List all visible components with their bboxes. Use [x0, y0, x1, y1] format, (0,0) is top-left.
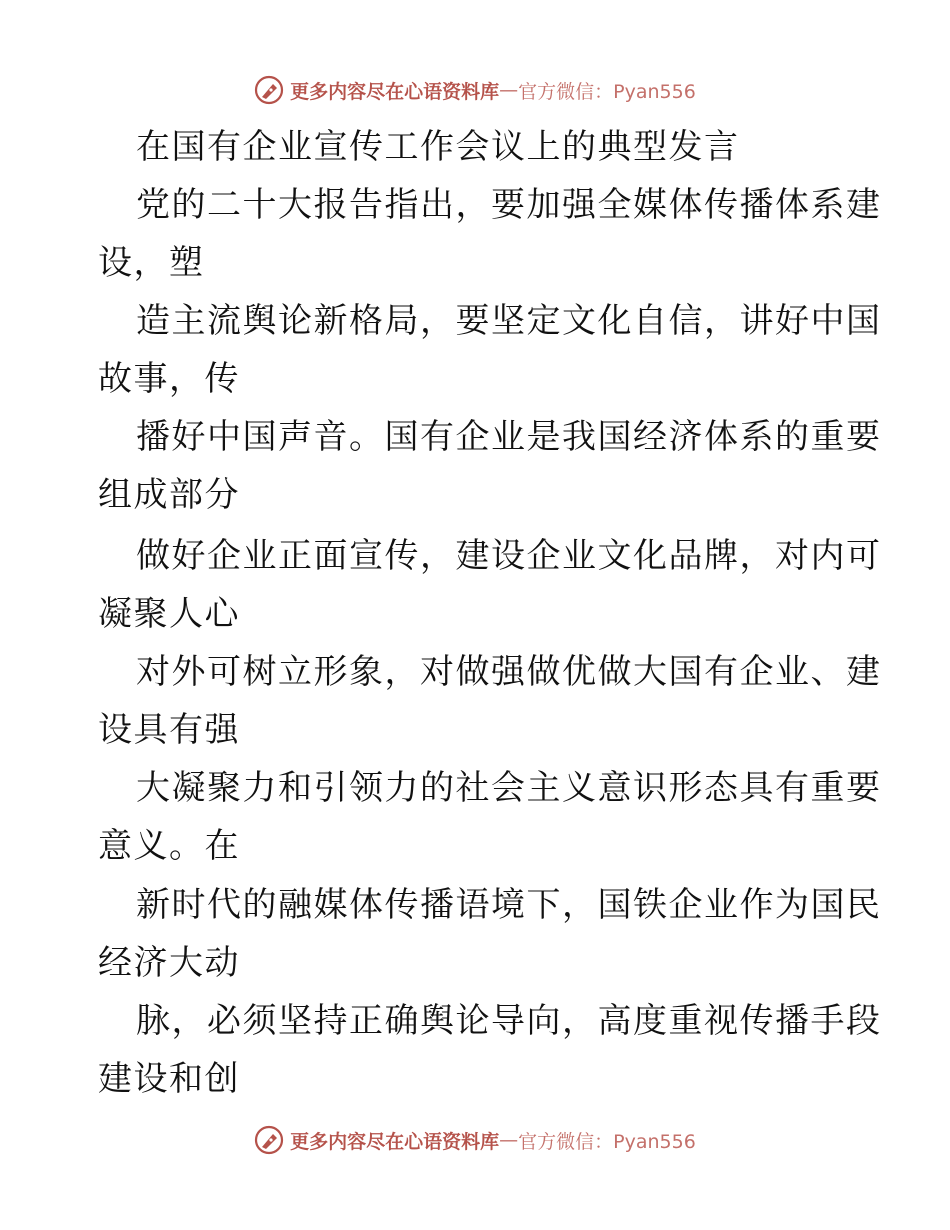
paragraph-line: 故事，传: [98, 359, 240, 399]
watermark-brand: 更多内容尽在心语资料库: [290, 1130, 500, 1153]
paragraph-line: 大凝聚力和引领力的社会主义意识形态具有重要: [136, 768, 882, 808]
paragraph-line: 对外可树立形象，对做强做优做大国有企业、建: [136, 652, 882, 692]
watermark-contact: 官方微信：Pyan556: [518, 80, 696, 103]
watermark-contact: 官方微信：Pyan556: [518, 1130, 696, 1153]
paragraph-line: 设具有强: [98, 710, 240, 750]
paragraph-line: 组成部分: [98, 475, 240, 515]
watermark-brand: 更多内容尽在心语资料库: [290, 80, 500, 103]
paragraph-line: 做好企业正面宣传，建设企业文化品牌，对内可: [136, 536, 882, 576]
paragraph-line: 经济大动: [98, 943, 240, 983]
paragraph-line: 意义。在: [98, 826, 240, 866]
paragraph-line: 播好中国声音。国有企业是我国经济体系的重要: [136, 417, 882, 457]
document-title: 在国有企业宣传工作会议上的典型发言: [136, 127, 740, 167]
paragraph-line: 凝聚人心: [98, 594, 240, 634]
paragraph-line: 设，塑: [98, 243, 205, 283]
paragraph-line: 造主流舆论新格局，要坚定文化自信，讲好中国: [136, 301, 882, 341]
paragraph-line: 建设和创: [98, 1059, 240, 1099]
watermark-dash: —: [499, 79, 519, 101]
watermark-dash: —: [499, 1129, 519, 1151]
pen-nib-logo-icon: [254, 1125, 284, 1155]
paragraph-line: 新时代的融媒体传播语境下，国铁企业作为国民: [136, 885, 882, 925]
paragraph-line: 脉，必须坚持正确舆论导向，高度重视传播手段: [136, 1001, 882, 1041]
paragraph-line: 党的二十大报告指出，要加强全媒体传播体系建: [136, 185, 882, 225]
footer-watermark: [0, 1120, 950, 1160]
